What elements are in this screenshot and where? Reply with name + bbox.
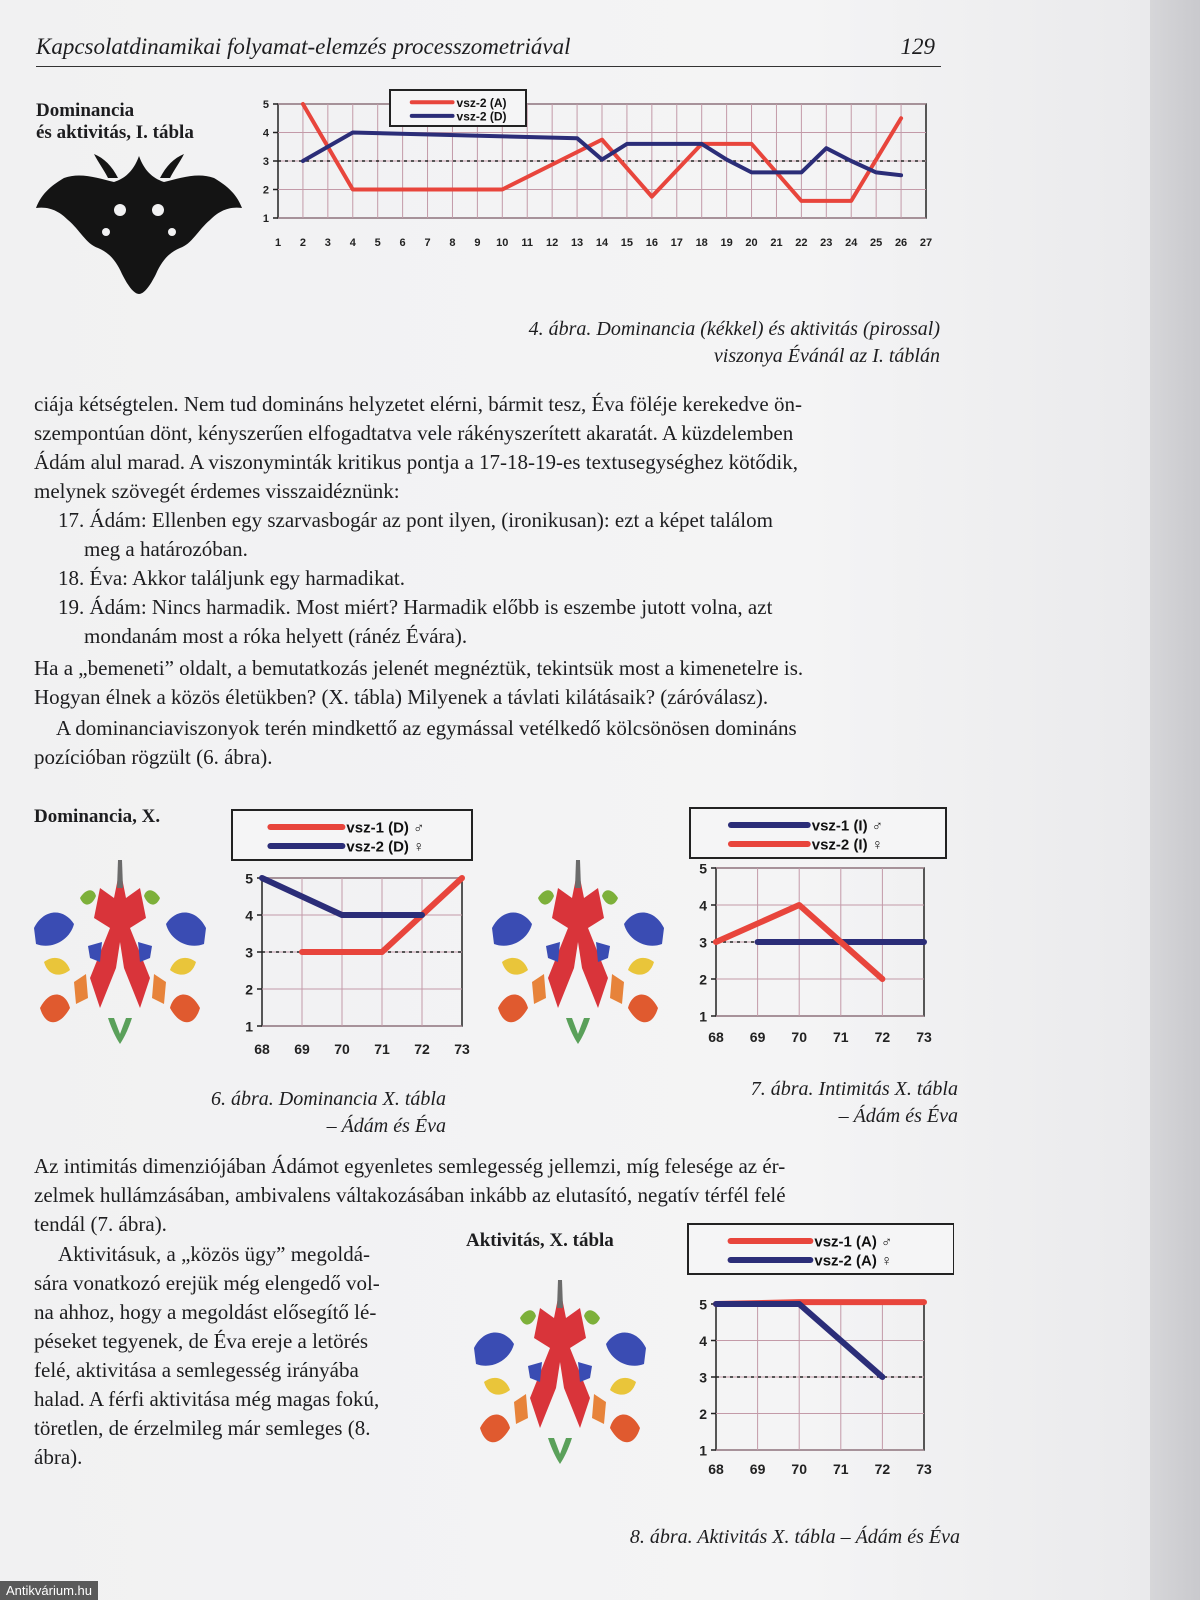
- quote-18: 18. Éva: Akkor találjunk egy harmadikat.: [58, 566, 405, 590]
- figure-7-chart: [684, 806, 954, 1056]
- y-tick-label: 5: [699, 1296, 707, 1313]
- y-tick-label: 1: [699, 1008, 707, 1025]
- x-tick-label: 19: [720, 237, 733, 249]
- y-tick-label: 1: [699, 1442, 707, 1459]
- x-tick-label: 69: [294, 1041, 310, 1057]
- legend-label: vsz-2 (A): [456, 95, 507, 110]
- x-tick-label: 24: [845, 237, 858, 249]
- y-tick-label: 4: [245, 907, 253, 924]
- x-tick-label: 68: [254, 1041, 270, 1057]
- x-tick-label: 68: [708, 1029, 724, 1045]
- x-tick-label: 73: [916, 1461, 932, 1477]
- legend-label: vsz-2 (I) ♀: [811, 836, 884, 854]
- x-tick-label: 15: [620, 237, 634, 249]
- y-tick-label: 3: [699, 1369, 707, 1386]
- running-title: Kapcsolatdinamikai folyamat-elemzés processzometriával: [36, 34, 571, 59]
- legend-label: vsz-1 (I) ♂: [811, 817, 884, 835]
- x-tick-label: 73: [916, 1029, 932, 1045]
- x-tick-label: 13: [570, 237, 584, 249]
- x-tick-label: 10: [496, 237, 509, 249]
- legend-label: vsz-2 (D): [456, 109, 507, 124]
- figure-8-caption: 8. ábra. Aktivitás X. tábla – Ádám és Éva: [629, 1526, 960, 1548]
- y-tick-label: 2: [699, 1405, 707, 1422]
- x-tick-label: 8: [449, 237, 456, 249]
- y-tick-label: 1: [262, 213, 269, 226]
- x-tick-label: 5: [374, 237, 381, 249]
- y-tick-label: 4: [262, 127, 269, 140]
- y-tick-label: 2: [262, 184, 269, 197]
- paragraph-1: ciája kétségtelen. Nem tud domináns helyzetet elérni, bármit tesz, Éva föléje kerekedve ön- szempontúan dönt, kényszerűen elfogadtatva vele rákényszerített akaratát. A küzdelemben Ádám alul marad. A viszonyminták kritikus pontja a 17-18-19-es textusegységhez kötődik, melynek szövegét érdemes visszaidéznünk:: [34, 392, 802, 503]
- x-tick-label: 6: [399, 237, 406, 249]
- y-tick-label: 4: [699, 897, 707, 914]
- x-tick-label: 12: [546, 237, 559, 249]
- paragraph-4: Az intimitás dimenziójában Ádámot egyenletes semlegesség jellemzi, míg felesége az ér- zelmek hullámzásában, ambivalens váltakozásában inkább az elutasító, negatív térfél felé tendál (7. ábra).: [34, 1154, 786, 1236]
- x-tick-label: 21: [770, 237, 783, 249]
- figure-6-caption: 6. ábra. Dominancia X. tábla – Ádám és Éva: [211, 1088, 446, 1137]
- legend-label: vsz-2 (D) ♀: [346, 838, 425, 856]
- figure-6-chart: [222, 808, 482, 1072]
- y-tick-label: 5: [699, 860, 707, 877]
- x-tick-label: 2: [299, 237, 306, 249]
- figure-7-caption: 7. ábra. Intimitás X. tábla – Ádám és Éva: [750, 1078, 958, 1127]
- figure-4-caption: 4. ábra. Dominancia (kékkel) és aktivitás (pirossal) viszonya Évánál az I. táblán: [528, 318, 940, 367]
- x-tick-label: 68: [708, 1461, 724, 1477]
- y-tick-label: 5: [245, 870, 253, 887]
- x-tick-label: 72: [874, 1461, 891, 1477]
- running-header: [36, 32, 941, 67]
- inkblot-plate-I: [34, 148, 244, 298]
- y-tick-label: 4: [699, 1332, 707, 1349]
- figure-8-label: Aktivitás, X. tábla: [466, 1230, 614, 1251]
- legend-label: vsz-1 (A) ♂: [814, 1233, 893, 1251]
- x-tick-label: 20: [745, 237, 758, 249]
- y-tick-label: 1: [245, 1018, 253, 1035]
- paragraph-3: A dominanciaviszonyok terén mindkettő az egymással vetélkedő kölcsönösen domináns pozícióban rögzült (6. ábra).: [34, 716, 797, 769]
- x-tick-label: 18: [695, 237, 708, 249]
- y-tick-label: 5: [262, 99, 269, 112]
- quote-17: 17. Ádám: Ellenben egy szarvasbogár az pont ilyen, (ironikusan): ezt a képet találom meg a határozóban.: [58, 508, 773, 561]
- y-tick-label: 3: [262, 156, 269, 169]
- x-tick-label: 69: [749, 1461, 766, 1477]
- x-tick-label: 9: [474, 237, 481, 249]
- x-tick-label: 26: [894, 237, 908, 249]
- watermark: Antikvárium.hu: [0, 1581, 98, 1600]
- x-tick-label: 73: [454, 1041, 470, 1057]
- page-number: 129: [900, 34, 935, 59]
- x-tick-label: 4: [349, 237, 356, 249]
- x-tick-label: 70: [791, 1029, 807, 1045]
- color-inkblot-plate-X-bottom: [470, 1278, 650, 1468]
- x-tick-label: 72: [414, 1041, 430, 1057]
- quote-19: 19. Ádám: Nincs harmadik. Most miért? Harmadik előbb is eszembe jutott volna, azt mondanám most a róka helyett (ránéz Évára).: [58, 595, 773, 648]
- x-tick-label: 7: [424, 237, 431, 249]
- x-tick-label: 22: [795, 237, 808, 249]
- x-tick-label: 17: [670, 237, 683, 249]
- figure-4-chart: [250, 86, 950, 276]
- figure-8-chart: [684, 1222, 954, 1492]
- x-tick-label: 16: [645, 237, 658, 249]
- page-edge: [1150, 0, 1200, 1600]
- x-tick-label: 70: [791, 1461, 807, 1477]
- color-inkblot-plate-X-middle: [488, 858, 668, 1048]
- figure-6-label: Dominancia, X.: [34, 806, 161, 827]
- x-tick-label: 70: [334, 1041, 350, 1057]
- x-tick-label: 14: [595, 237, 609, 249]
- legend-label: vsz-2 (A) ♀: [814, 1252, 893, 1270]
- x-tick-label: 23: [820, 237, 833, 249]
- quote-list: [58, 506, 946, 651]
- paragraph-5: Aktivitásuk, a „közös ügy” megoldá- sára vonatkozó erejük még elengedő vol- na ahhoz, hogy a megoldást elősegítő lé- péseket tegyenek, de Éva ereje a letörés felé, aktivitása a semlegesség irányába halad. A férfi aktivitása még magas fokú, töretlen, de érzelmileg már semleges (8. ábra).: [34, 1242, 380, 1469]
- figure-4-label: Dominancia és aktivitás, I. tábla: [36, 100, 194, 143]
- x-tick-label: 71: [833, 1029, 849, 1045]
- x-tick-label: 27: [919, 237, 933, 249]
- x-tick-label: 25: [870, 237, 883, 249]
- x-tick-label: 72: [874, 1029, 891, 1045]
- y-tick-label: 2: [699, 971, 707, 988]
- y-tick-label: 3: [245, 944, 253, 961]
- x-tick-label: 71: [833, 1461, 849, 1477]
- x-tick-label: 3: [324, 237, 331, 249]
- y-tick-label: 2: [245, 981, 253, 998]
- x-tick-label: 69: [749, 1029, 766, 1045]
- legend-label: vsz-1 (D) ♂: [346, 819, 425, 837]
- x-tick-label: 1: [274, 237, 282, 249]
- paragraph-2: Ha a „bemeneti” oldalt, a bemutatkozás jelenét megnéztük, tekintsük most a kimenetelre is. Hogyan élnek a közös életükben? (X. tábla) Milyenek a távlati kilátásaik? (záróválasz).: [34, 656, 804, 709]
- y-tick-label: 3: [699, 934, 707, 951]
- x-tick-label: 11: [521, 237, 534, 249]
- x-tick-label: 71: [374, 1041, 390, 1057]
- color-inkblot-plate-X-left: [30, 858, 210, 1048]
